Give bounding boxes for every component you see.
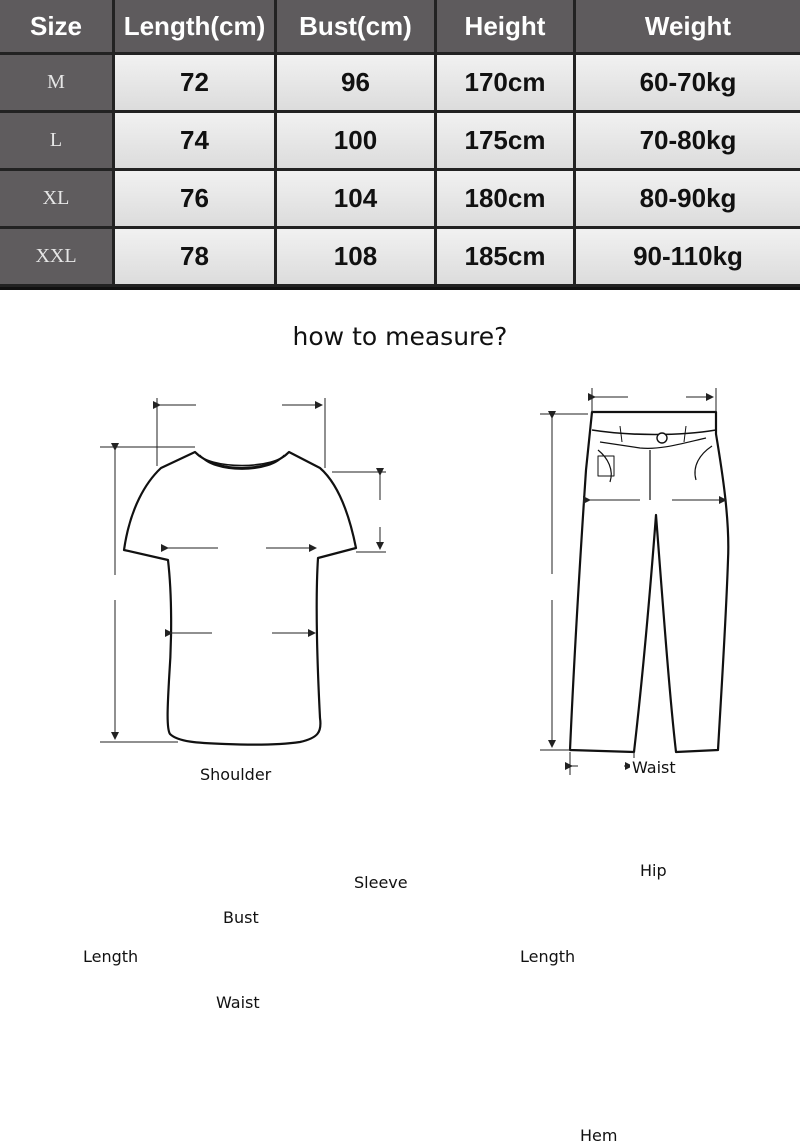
table-cell-height: 175cm xyxy=(437,113,573,168)
table-header-weight: Weight xyxy=(576,0,800,52)
table-cell-height: 170cm xyxy=(437,55,573,110)
table-cell-weight: 80-90kg xyxy=(576,171,800,226)
table-cell-weight: 90-110kg xyxy=(576,229,800,284)
shoulder-label: Shoulder xyxy=(200,765,272,784)
pants-waist-label: Waist xyxy=(632,758,676,777)
table-cell-height: 180cm xyxy=(437,171,573,226)
table-cell-size: L xyxy=(0,113,112,168)
size-chart-table xyxy=(0,0,800,290)
pants-length-label: Length xyxy=(520,947,576,966)
table-header-size: Size xyxy=(0,0,112,52)
table-cell-bust: 96 xyxy=(277,55,434,110)
hip-label: Hip xyxy=(640,861,667,880)
bust-label: Bust xyxy=(223,908,259,927)
table-cell-bust: 104 xyxy=(277,171,434,226)
table-cell-weight: 70-80kg xyxy=(576,113,800,168)
table-header-length: Length(cm) xyxy=(115,0,274,52)
garment-illustration xyxy=(0,370,800,800)
pants-outline xyxy=(570,412,728,752)
table-cell-size: XL xyxy=(0,171,112,226)
hem-label: Hem xyxy=(580,1126,618,1145)
table-cell-height: 185cm xyxy=(437,229,573,284)
table-cell-length: 72 xyxy=(115,55,274,110)
sleeve-label: Sleeve xyxy=(354,873,408,892)
how-to-measure-title: how to measure? xyxy=(292,322,508,351)
table-cell-size: XXL xyxy=(0,229,112,284)
shirt-length-label: Length xyxy=(83,947,139,966)
table-header-bust: Bust(cm) xyxy=(277,0,434,52)
tshirt-outline xyxy=(124,452,356,745)
table-cell-length: 78 xyxy=(115,229,274,284)
table-cell-bust: 108 xyxy=(277,229,434,284)
table-cell-length: 76 xyxy=(115,171,274,226)
table-cell-bust: 100 xyxy=(277,113,434,168)
table-cell-length: 74 xyxy=(115,113,274,168)
table-cell-weight: 60-70kg xyxy=(576,55,800,110)
shirt-waist-label: Waist xyxy=(216,993,260,1012)
table-header-height: Height xyxy=(437,0,573,52)
table-cell-size: M xyxy=(0,55,112,110)
